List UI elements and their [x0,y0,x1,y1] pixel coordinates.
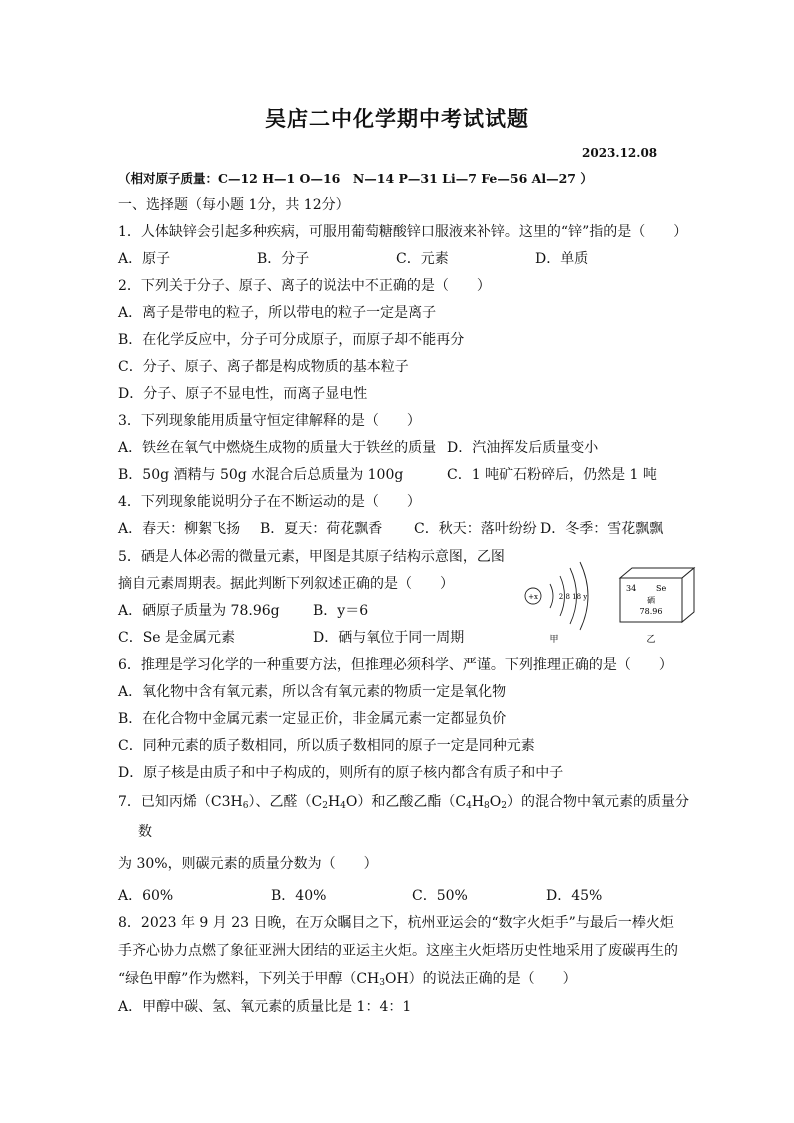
question-1-option-d: D．单质 [535,251,589,267]
question-8-stem-line-3-tail: OH）的说法正确的是（ ） [384,971,577,987]
question-8-option-a: A．甲醇中碳、氢、氧元素的质量比是 1：4：1 [118,999,412,1015]
question-3-stem: 3．下列现象能用质量守恒定律解释的是（ ） [118,413,421,429]
question-5-stem-line-1: 5．硒是人体必需的微量元素，甲图是其原子结构示意图，乙图 [118,549,505,565]
nucleus-label: +x [528,593,538,601]
figure-jia-caption: 甲 [549,635,559,645]
question-3-option-d: D．汽油挥发后质量变小 [447,440,599,456]
question-6-option-c: C．同种元素的质子数相同，所以质子数相同的原子一定是同种元素 [118,738,535,754]
question-4-option-d: D．冬季：雪花飘飘 [540,521,664,537]
shell-electrons: 2 8 18 y [558,593,588,601]
question-7-stem: 7．已知丙烯$(C3H_6)$、乙醛$(C_2H_4O)$和乙酸乙酯$(C_4H_8O_2)$的混合物中氧元素的质量分 [118,794,689,811]
atomic-mass-note: （相对原子质量：C—12 H—1 O—16 N—14 P—31 Li—7 Fe—56 Al—27 ） [118,171,593,186]
question-3-option-b: B．50g 酒精与 50g 水混合后总质量为 100g [118,467,404,483]
question-2-stem: 2．下列关于分子、原子、离子的说法中不正确的是（ ） [118,278,491,294]
exam-date: 2023.12.08 [582,146,658,160]
question-6-option-b: B．在化合物中金属元素一定显正价，非金属元素一定都显负价 [118,711,507,727]
exam-title: 吴店二中化学期中考试试题 [265,106,529,131]
question-7-stem-prefix: 7．已知丙烯（C [118,794,222,810]
question-8-stem-line-3: “绿色甲醇”作为燃料，下列关于甲醇$(CH_3OH)$的说法正确的是（ ） [118,971,577,988]
selenium-figure [516,556,698,646]
question-6-option-a: A．氧化物中含有氧元素，所以含有氧元素的物质一定是氧化物 [118,684,507,700]
question-3-option-a: A．铁丝在氧气中燃烧生成物的质量大于铁丝的质量 [118,440,437,456]
question-7-stem-line-2: 为 30%，则碳元素的质量分数为（ ） [118,856,378,872]
question-6-stem: 6．推理是学习化学的一种重要方法，但推理必须科学、严谨。下列推理正确的是（ ） [118,657,673,673]
question-2-option-a: A．离子是带电的粒子，所以带电的粒子一定是离子 [118,305,437,321]
question-5-option-c: C．Se 是金属元素 [118,630,236,646]
question-5-option-d: D．硒与氧位于同一周期 [313,630,465,646]
cell-side-face [682,568,694,622]
question-5-option-a: A．硒原子质量为 78.96g [118,603,280,619]
question-8-stem-line-3-prefix: “绿色甲醇”作为燃料，下列关于甲醇（CH [118,971,380,987]
question-7-option-d: D．45% [546,888,603,904]
question-1-option-b: B．分子 [257,251,310,267]
question-4-option-a: A．春天：柳絮飞扬 [118,521,241,537]
figure-yi-caption: 乙 [646,635,656,645]
question-5-stem-line-2: 摘自元素周期表。据此判断下列叙述正确的是（ ） [118,576,454,592]
cell-top-face [620,568,694,578]
question-7-stem-tail: 数 [138,824,152,840]
question-4-option-b: B．夏天：荷花飘香 [260,521,383,537]
element-name: 硒 [647,596,655,605]
question-7-option-c: C．50% [412,888,468,904]
question-2-option-d: D．分子、原子不显电性，而离子显电性 [118,386,368,402]
atomic-number: 34 [626,584,637,593]
question-3-option-c: C．1 吨矿石粉碎后，仍然是 1 吨 [447,467,657,483]
question-7-option-a: A．60% [118,888,174,904]
atomic-mass: 78.96 [639,607,663,616]
question-4-option-c: C．秋天：落叶纷纷 [414,521,537,537]
question-2-option-b: B．在化学反应中，分子可分成原子，而原子却不能再分 [118,332,465,348]
selenium-diagrams [516,556,698,646]
question-2-option-c: C．分子、原子、离子都是构成物质的基本粒子 [118,359,409,375]
atomic-structure-diagram [525,562,588,645]
shell-arc-1 [550,584,553,608]
question-5-option-b: B．y＝6 [313,603,369,619]
section-heading: 一、选择题（每小题 1分，共 12分） [118,197,350,213]
question-8-stem-line-1: 8．2023 年 9 月 23 日晚，在万众瞩目之下，杭州亚运会的“数字火炬手”与最后一棒火炬 [118,915,674,931]
periodic-table-cell [620,568,694,645]
question-8-stem-line-2: 手齐心协力点燃了象征亚洲大团结的亚运主火炬。这座主火炬塔历史性地采用了废碳再生的 [118,943,678,959]
question-4-stem: 4．下列现象能说明分子在不断运动的是（ ） [118,494,421,510]
question-1-stem: 1．人体缺锌会引起多种疾病，可服用葡萄糖酸锌口服液来补锌。这里的“锌”指的是（ ） [118,224,688,240]
question-6-option-d: D．原子核是由质子和中子构成的，则所有的原子核内都含有质子和中子 [118,765,564,781]
element-symbol: Se [656,584,667,593]
question-1-option-a: A．原子 [118,251,171,267]
question-1-option-c: C．元素 [396,251,449,267]
question-7-option-b: B．40% [271,888,327,904]
